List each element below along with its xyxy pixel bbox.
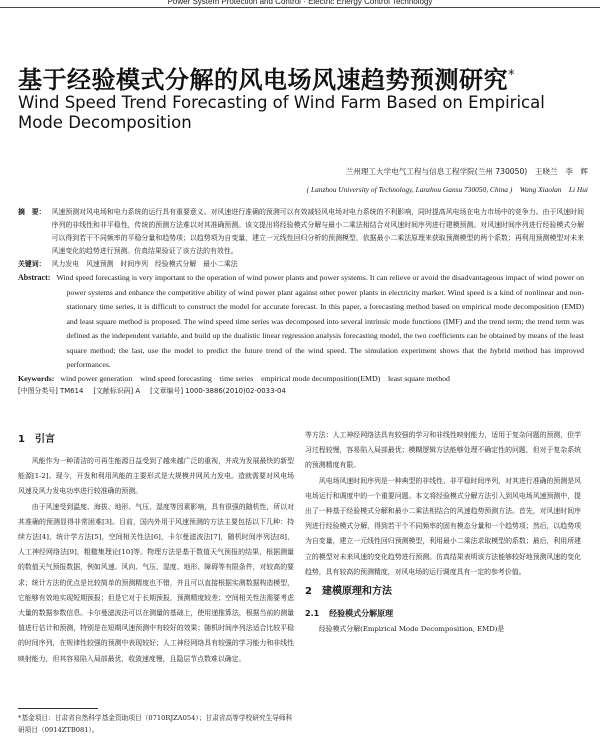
section-1-number: 1	[18, 434, 25, 445]
abstract-en-text: Wind speed forecasting is very important to the operation of wind power plants and power systems. It can relieve or avoid the disadvantageous impact of wind power on power systems and enhance the competitive ability of wind power plant against other power plants in electricity market. Wind speed is a kind of nonlinear and non-stationary time series, it is difficult to construct the model for accurate forecast. In this paper, a forecasting method based on empirical mode decomposition (EMD) and least square method is proposed. The wind speed time series was decomposed into several intrinsic mode functions (IMF) and the trend term; the trend term was defined as the independent variable, and build up the dualistic linear regression analysis forecasting model, the two coefficients can be obtained by means of the least square method; the last, use the model to predict the future trend of the wind speed. The simulation experiment shows that the hybrid method has improved performances.	[56, 273, 584, 369]
abstract-en-label: Abstract:	[18, 273, 51, 283]
keywords-en-text: wind power generation wind speed forecasting time series empirical mode decomposition(EMD) least square method	[60, 374, 450, 384]
keywords-zh	[18, 258, 584, 271]
subsection-2-1-number: 2.1	[305, 609, 320, 619]
intro-paragraph-1: 风能作为一种清洁的可再生能源日益受到了越来越广泛的重视，并成为发展最快的新型能源[1-2]。现今，开发和利用风能的主要形式是大规模并网风力发电。造就需要对风电场风速及风力发电功率进行较准确的预测。	[18, 457, 294, 496]
section-2-title: 建模原理和方法	[321, 586, 392, 598]
journal-header: Power System Protection and Control · Electric Energy Control Technology	[0, 0, 600, 8]
body-column-right	[305, 428, 581, 637]
keywords-zh-text: 风力发电 风速预测 时间序列 经验模式分解 最小二乘法	[51, 260, 238, 269]
abstract-zh-text: 风速预测对风电场和电力系统的运行具有重要意义。对风速进行准确的预测可以有效减轻风电场对电力系统的不利影响，同时提高风电场在电力市场中的竞争力。由于风速时间序列的非线性和非平稳性，传统的预测方法难以对其准确预测。该文提出将经验模式分解与最小二乘法相结合对风速时间序列进行建模预测。对风速时间序列进行经验模式分解可以得到若干不同频率的平稳分量和趋势项；以趋势项为自变量，建立一元线性回归分析的预测模型，依据最小二乘法原理来获取预测模型的两个系数；再利用预测模型对未来风速变化的趋势进行预测。仿真结果验证了该方法的有效性。	[51, 208, 584, 256]
subsection-2-1-title: 经验模式分解原理	[329, 609, 394, 619]
section-1-heading	[18, 430, 294, 450]
body-column-left	[18, 428, 294, 667]
article-number: [文章编号] 1000-3886(2010)02-0033-04	[150, 387, 286, 396]
abstract-en	[18, 271, 584, 372]
affiliation-zh: 兰州理工大学电气工程与信息工程学院(兰州 730050) 王晓兰 李 辉	[345, 167, 588, 176]
emd-paragraph: 经验模式分解(Empirical Mode Decomposition, EMD)是	[318, 625, 505, 634]
abstract-zh	[18, 206, 584, 258]
section-2-number: 2	[305, 586, 312, 598]
affiliation-en: ( Lanzhou University of Technology, Lanzhou Gansu 730050, China ) Wang Xiaolan Li Hui	[306, 185, 588, 194]
funding-footnote: *基金项目：甘肃省自然科学基金资助项目（0710RJZA054）；甘肃省高等学校研究生导师科研项目（0914ZTB081）。	[18, 714, 293, 734]
keywords-en-label: Keywords:	[18, 374, 55, 384]
abstract-section	[18, 206, 584, 399]
title-footnote-mark: *	[508, 68, 515, 83]
paper-title-en: Wind Speed Trend Forecasting of Wind Farm Based on Empirical Mode Decomposition	[18, 93, 545, 132]
title-zh-text: 基于经验模式分解的风电场风速趋势预测研究	[18, 66, 508, 94]
footnote-divider	[18, 708, 98, 709]
abstract-zh-label: 摘 要：	[18, 208, 46, 216]
clc-number: [中图分类号] TM614	[18, 387, 84, 396]
paper-title-zh	[18, 60, 588, 95]
classification-row	[18, 385, 584, 398]
keywords-zh-label: 关键词：	[18, 260, 46, 269]
intro-paragraph-3: 等方法：人工神经网络法具有较强的学习和非线性映射能力，适用于复杂问题的预测，但学习过程较慢，容易陷入局部最优；模糊逻辑方法能够处理不确定性的问题，但对于复杂系统的预测精度有限。	[305, 431, 581, 470]
intro-paragraph-4: 风电场风速时间序列是一种典型的非线性、非平稳时间序列，对其进行准确的预测是风电场运行和调度中的一个重要问题。本文将经验模式分解方法引入到风电场风速预测中，提出了一种基于经验模式分解和最小二乘法相结合的风速趋势预测方法。首先，对风速时间序列进行经验模式分解，得到若干个不同频率的固有模态分量和一个趋势项；然后，以趋势项为自变量，建立一元线性回归预测模型，利用最小二乘法求取模型的系数；最后，利用所建立的模型对未来风速的变化趋势进行预测。仿真结果表明该方法能够较好地预测风速的变化趋势，具有较高的预测精度，对风电场的运行调度具有一定的参考价值。	[305, 476, 581, 576]
keywords-en	[18, 372, 584, 385]
section-2-heading	[305, 582, 581, 602]
document-code: [文献标识码] A	[93, 387, 141, 396]
section-1-title: 引言	[34, 434, 55, 445]
subsection-2-1-heading	[305, 606, 581, 622]
intro-paragraph-2: 由于风速受到温度、海拔、地形、气压、湿度等因素影响，具有很强的随机性，所以对其准确的预测显得非常困难[3]。目前，国内外用于风速预测的方法主要包括以下几种：持续方法[4]、统计学方法[5]，空间相关性法[6]，卡尔曼滤波法[7]，随机时间序列法[8]，人工神经网络法[9]，粗糙集理论[10]等。物理方法是基于数值天气预报的结果，根据测量的数值天气预报数据，例如风速、风向、气压、湿度、地形、障碍等有限条件，对较高的要求；统计方法的优点是比较简单的预测精度也不错，并且可以直接根据实测数据构造模型，它能够有效地实现短期预报；但是它对于长期预报，预测精度较差；空间相关性法需要考虑大量的数据参数信息。卡尔曼滤波法可以在测量的基础上，使用递推算法，根据当前的测量值进行估计和预测，特别是在短期风速预测中有较好的效果；随机时间序列法适合比较平稳的时间序列，在规律性较强的预测中表现较好；人工神经网络具有较强的学习能力和非线性映射能力，但其容易陷入局部最优，收敛速度慢，且隐层节点数难以确定。	[18, 502, 294, 663]
